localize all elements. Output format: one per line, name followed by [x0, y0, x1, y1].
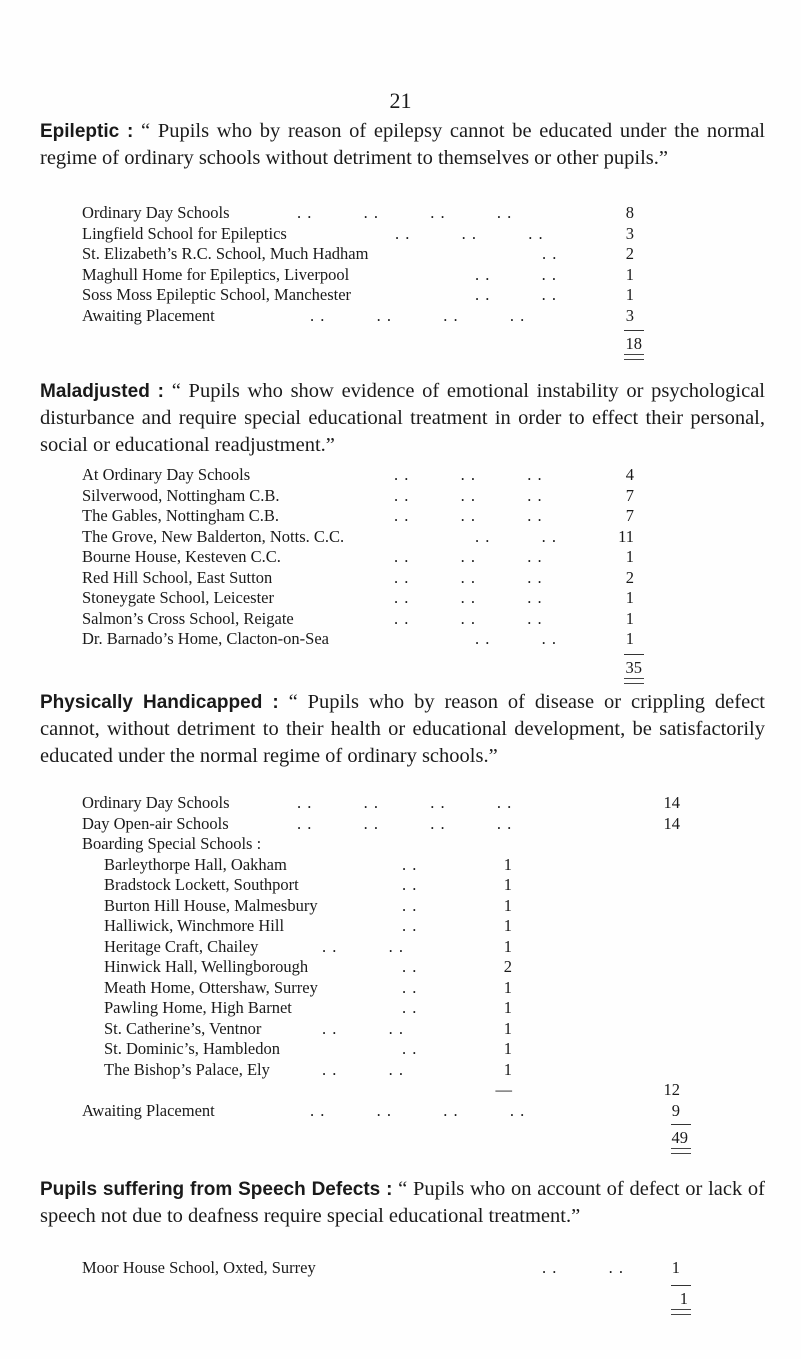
table-row: The Gables, Nottingham C.B. . . . . . . 7 [82, 506, 634, 525]
table-row: The Grove, New Balderton, Notts. C.C. . . . . 11 [82, 526, 634, 546]
boarding-sub-rule: — [495, 1080, 512, 1099]
table-row: Silverwood, Nottingham C.B. . . . . . . 7 [82, 485, 634, 505]
table-row: The Bishop’s Palace, Ely . . . . 1 [104, 1059, 512, 1079]
table-row: Ordinary Day Schools . . . . . . . . 14 [82, 793, 680, 812]
table-row: Lingfield School for Epileptics . . . . . . 3 [82, 223, 634, 243]
epileptic-sum-rule [624, 330, 644, 331]
table-row: Day Open-air Schools . . . . . . . . 14 [82, 813, 680, 833]
speech-double-rule [671, 1309, 691, 1315]
speech-definition: “ Pupils who on account of defect or lack of speech not due to deafness require special educational treatment.” [40, 1178, 766, 1227]
table-row: Dr. Barnado’s Home, Clacton-on-Sea . . . . 1 [82, 629, 634, 648]
table-row: Heritage Craft, Chailey . . . . 1 [104, 936, 512, 956]
table-row: Ordinary Day Schools . . . . . . . . 8 [82, 203, 634, 222]
table-row: St. Elizabeth’s R.C. School, Much Hadham . . 2 [82, 244, 634, 263]
table-row: Hinwick Hall, Wellingborough . . 2 [104, 957, 512, 976]
table-row: Bradstock Lockett, Southport . . 1 [104, 875, 512, 894]
physically-intro [40, 689, 765, 770]
table-row: Boarding Special Schools : [82, 834, 262, 853]
speech-table [82, 1258, 682, 1279]
physically-sum-rule [671, 1124, 691, 1125]
maladjusted-total: 35 [625, 658, 642, 677]
table-row: Pawling Home, High Barnet . . 1 [104, 998, 512, 1017]
maladjusted-heading: Maladjusted : [40, 381, 164, 402]
physically-double-rule [671, 1148, 691, 1154]
table-row: Soss Moss Epileptic School, Manchester . . . . 1 [82, 285, 634, 304]
table-row: Stoneygate School, Leicester . . . . . . 1 [82, 588, 634, 607]
table-row: At Ordinary Day Schools . . . . . . 4 [82, 465, 634, 484]
epileptic-intro [40, 118, 765, 172]
table-row: Bourne House, Kesteven C.C. . . . . . . 1 [82, 547, 634, 566]
table-row: Barleythorpe Hall, Oakham . . 1 [104, 854, 512, 874]
maladjusted-double-rule [624, 678, 644, 684]
table-row: Halliwick, Winchmore Hill . . 1 [104, 916, 512, 935]
epileptic-table [82, 203, 642, 326]
speech-section [40, 1176, 765, 1230]
epileptic-heading: Epileptic : [40, 121, 134, 142]
speech-heading: Pupils suffering from Speech Defects : [40, 1179, 393, 1200]
table-row: Awaiting Placement . . . . . . . . 9 [82, 1100, 680, 1120]
maladjusted-section [40, 378, 765, 459]
epileptic-total: 18 [625, 334, 642, 353]
speech-total: 1 [679, 1289, 688, 1308]
table-row: St. Dominic’s, Hambledon . . 1 [104, 1039, 512, 1058]
physically-table [82, 793, 682, 1121]
speech-sum-rule [671, 1285, 691, 1286]
table-row [82, 1080, 682, 1101]
physically-definition: “ Pupils who by reason of disease or crippling defect cannot, without detriment to their health or educational development, be satisfactorily educated under the normal regime of ordinary schools.” [40, 691, 765, 767]
table-row: Red Hill School, East Sutton . . . . . . 2 [82, 567, 634, 587]
maladjusted-intro [40, 378, 765, 459]
table-row: Salmon’s Cross School, Reigate . . . . . . 1 [82, 608, 634, 628]
maladjusted-definition: “ Pupils who show evidence of emotional instability or psychological disturbance and require special educational treatment in order to effect their personal, social or educational readjustment.” [40, 380, 766, 456]
speech-intro [40, 1176, 765, 1230]
table-row: Awaiting Placement . . . . . . . . 3 [82, 305, 634, 325]
boarding-subtotal: 12 [663, 1080, 680, 1099]
epileptic-definition: “ Pupils who by reason of epilepsy cannot be educated under the normal regime of ordinary schools without detriment to themselves or other pupils.” [40, 120, 765, 169]
physically-section [40, 689, 765, 770]
maladjusted-sum-rule [624, 654, 644, 655]
page-number: 21 [389, 88, 412, 113]
physically-heading: Physically Handicapped : [40, 692, 279, 713]
table-row: Burton Hill House, Malmesbury . . 1 [104, 895, 512, 915]
physically-total: 49 [671, 1128, 688, 1147]
table-row: Meath Home, Ottershaw, Surrey . . 1 [104, 977, 512, 997]
maladjusted-table [82, 465, 642, 650]
table-row: Moor House School, Oxted, Surrey . . . . 1 [82, 1258, 680, 1277]
table-row: St. Catherine’s, Ventnor . . . . 1 [104, 1018, 512, 1038]
epileptic-double-rule [624, 354, 644, 360]
table-row: Maghull Home for Epileptics, Liverpool . . . . 1 [82, 264, 634, 284]
epileptic-section [40, 118, 765, 172]
